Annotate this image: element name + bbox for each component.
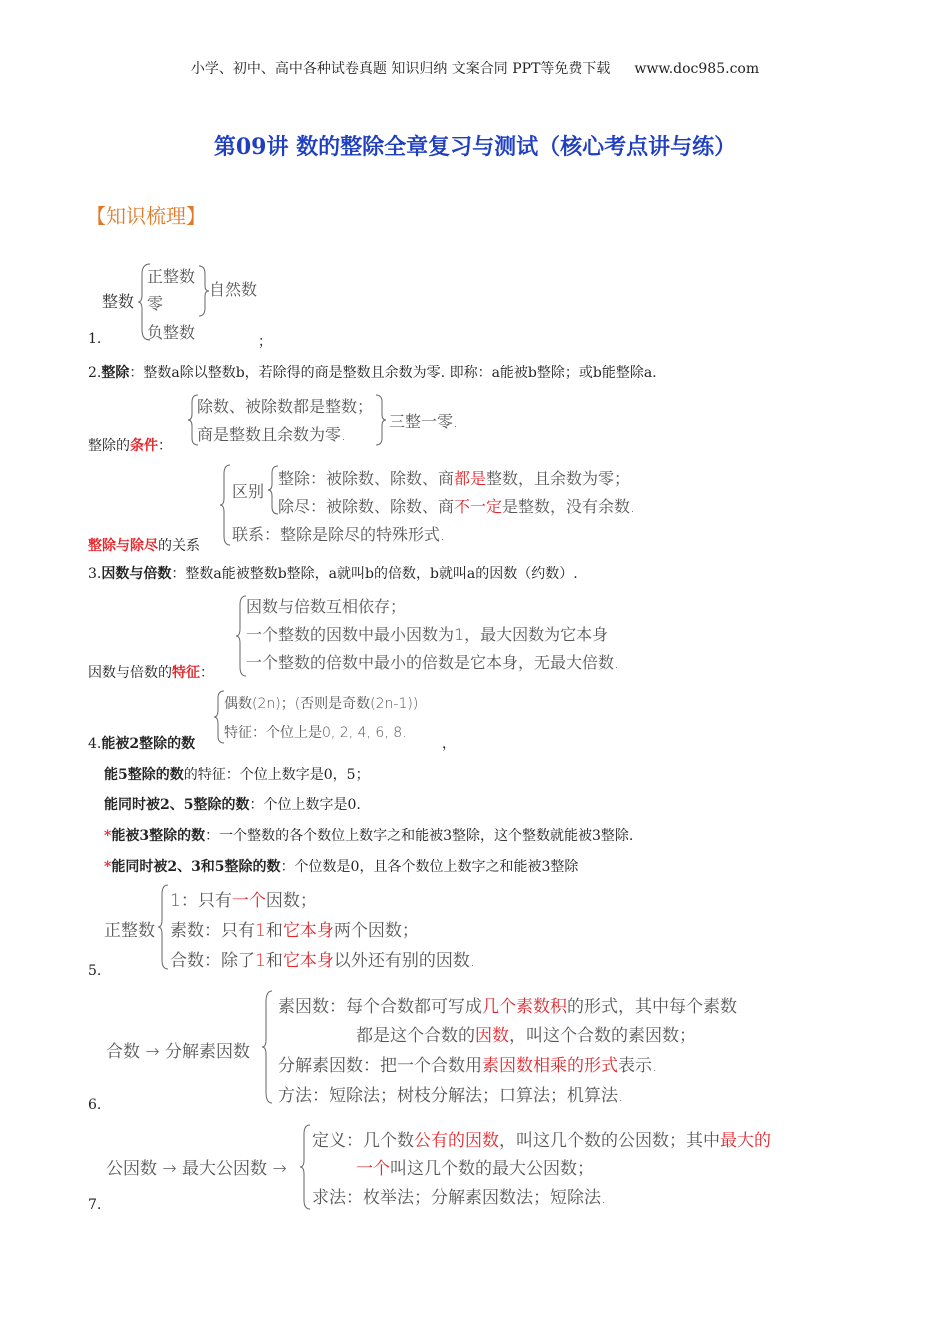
- relation-line-3: 联系：整除是除尽的特殊形式.: [232, 525, 446, 544]
- composite-line: 合数：除了1和它本身以外还有别的因数.: [170, 951, 476, 971]
- relation-line-2: 除尽：被除数、除数、商不一定是整数，没有余数.: [278, 497, 636, 516]
- condition-label: 整除的条件：: [88, 438, 172, 454]
- negative-integer: 负整数: [147, 323, 196, 342]
- prime-factor-line-2: 都是这个合数的因数，叫这个合数的素因数；: [356, 1026, 696, 1046]
- even-number-line: 偶数(2n)；(否则是奇数(2n-1)): [224, 696, 419, 712]
- rule-div-3: *能被3整除的数：一个整数的各个数位上数字之和能被3整除，这个整数就能被3整除.: [104, 828, 634, 844]
- one-line: 1：只有一个因数；: [170, 891, 317, 911]
- composite-root: 合数 → 分解素因数: [106, 1042, 251, 1062]
- relation-label: 整除与除尽的关系: [88, 538, 200, 554]
- header-site[interactable]: www.doc985.com: [634, 61, 760, 77]
- difference-label: 区别: [232, 482, 265, 501]
- prime-factor-line-1: 素因数：每个合数都可写成几个素数积的形式，其中每个素数: [278, 997, 737, 1017]
- gcd-definition-line-1: 定义：几个数公有的因数，叫这几个数的公因数；其中最大的: [312, 1131, 771, 1151]
- header-text: 小学、初中、高中各种试卷真题 知识归纳 文案合同 PPT等免费下载: [190, 61, 611, 77]
- condition-line-2: 商是整数且余数为零.: [197, 425, 347, 444]
- page-header: [0, 58, 950, 78]
- feature-label: 因数与倍数的特征：: [88, 665, 214, 681]
- method-line: 方法：短除法；树枝分解法；口算法；机算法.: [278, 1086, 624, 1106]
- item-number: 6.: [88, 1097, 102, 1113]
- feature-line-3: 一个整数的倍数中最小的倍数是它本身，无最大倍数.: [246, 653, 620, 672]
- punctuation: ；: [258, 334, 272, 350]
- factorization-line: 分解素因数：把一个合数用素因数相乘的形式表示.: [278, 1056, 658, 1076]
- condition-line-1: 除数、被除数都是整数；: [197, 397, 374, 416]
- item-4-label: 4.能被2整除的数: [88, 736, 196, 752]
- factorization-brace: [262, 990, 274, 1104]
- feature-line-1: 因数与倍数互相依存；: [246, 597, 407, 616]
- relation-line-1: 整除：被除数、除数、商都是整数，且余数为零；: [278, 469, 631, 488]
- punctuation: ，: [442, 736, 456, 752]
- gcd-definition-line-2: 一个叫这几个数的最大公因数；: [356, 1159, 594, 1179]
- item-2: [88, 362, 657, 382]
- page-title: 第09讲 数的整除全章复习与测试（核心考点讲与练）: [213, 134, 737, 160]
- feature-line-2: 一个整数的因数中最小因数为1，最大因数为它本身: [246, 625, 609, 644]
- rule-div-2-5: 能同时被2、5整除的数：个位上数字是0.: [104, 797, 361, 813]
- prime-line: 素数：只有1和它本身两个因数；: [170, 921, 419, 941]
- positive-integer: 正整数: [147, 267, 196, 286]
- rule-div-2-3-5: *能同时被2、3和5整除的数：个位数是0，且各个数位上数字之和能被3整除: [104, 859, 579, 875]
- section-heading: 【知识梳理】: [86, 204, 206, 228]
- item-number: 5.: [88, 963, 102, 979]
- term-label: 因数与倍数: [101, 566, 172, 582]
- condition-summary: 三整一零.: [389, 412, 459, 431]
- definition-text: ：整数a除以整数b，若除得的商是整数且余数为零. 即称：a能被b整除；或b能整除a.: [129, 365, 657, 381]
- natural-number: 自然数: [209, 280, 258, 299]
- common-factor-root: 公因数 → 最大公因数 →: [106, 1159, 287, 1179]
- definition-text: ：整数a能被整数b整除，a就叫b的倍数，b就叫a的因数（约数）.: [171, 566, 578, 582]
- positive-integer-brace: [158, 884, 170, 970]
- term-label: 整除: [101, 365, 130, 381]
- item-number: 1.: [88, 331, 102, 347]
- integer-root: 整数: [102, 292, 135, 311]
- gcd-method-line: 求法：枚举法；分解素因数法；短除法.: [312, 1188, 607, 1208]
- item-number: 7.: [88, 1197, 102, 1213]
- gcd-brace: [300, 1124, 312, 1210]
- summary-brace: [376, 394, 388, 446]
- item-number: 2.: [88, 365, 102, 381]
- positive-integer-root: 正整数: [104, 921, 155, 941]
- rule-div-5: 能5整除的数的特征：个位上数字是0，5；: [104, 767, 370, 783]
- even-feature-line: 特征：个位上是0, 2, 4, 6, 8.: [224, 725, 407, 741]
- item-number: 3.: [88, 566, 102, 582]
- item-3: [88, 563, 578, 583]
- zero: 零: [147, 294, 164, 313]
- relation-brace: [220, 464, 232, 546]
